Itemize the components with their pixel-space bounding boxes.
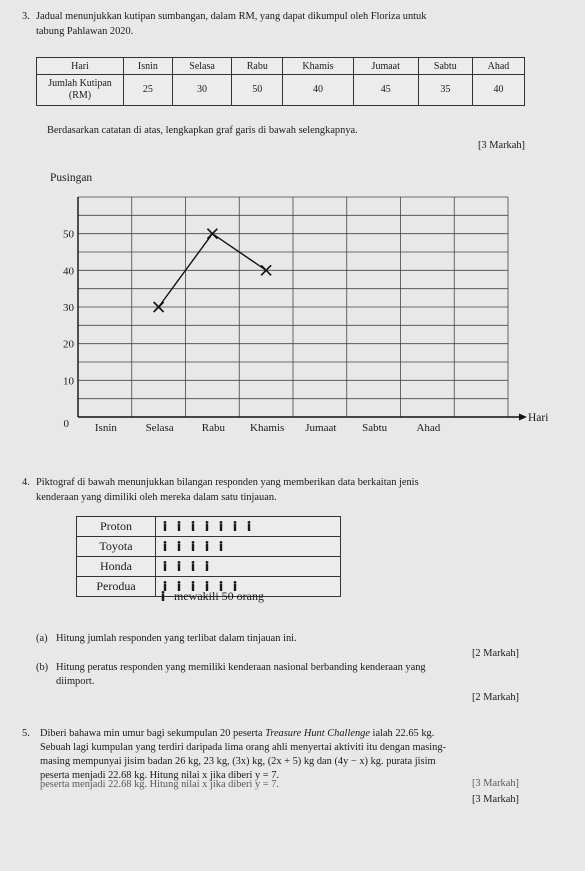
x-axis-title: Hari xyxy=(528,412,549,424)
q5-line1 xyxy=(40,727,434,741)
person-icon xyxy=(218,521,224,531)
q3-text-line1: Jadual menunjukkan kutipan sumbangan, dalam RM, yang dapat dikumpul oleh Floriza untuk xyxy=(36,11,427,22)
person-icon xyxy=(160,591,166,601)
table-day: Selasa xyxy=(172,58,232,75)
y-tick-label: 50 xyxy=(63,228,74,241)
key-text: mewakili 50 orang xyxy=(174,589,264,603)
q3-marks: [3 Markah] xyxy=(477,140,525,151)
q5-ghost-text: peserta menjadi 22.68 kg. Hitung nilai x jika diberi y = 7. xyxy=(40,779,280,790)
q5-line1-b: ialah 22.65 kg. xyxy=(369,728,435,739)
row-label-line1: Jumlah Kutipan xyxy=(48,78,112,89)
table-value-row xyxy=(37,75,525,106)
table-value: 40 xyxy=(472,75,524,106)
person-icon xyxy=(162,521,168,531)
y-tick-label: 40 xyxy=(63,265,74,278)
table-header-label: Hari xyxy=(37,58,124,75)
table-value: 35 xyxy=(418,75,472,106)
y-tick-label: 20 xyxy=(63,338,74,351)
person-icon xyxy=(204,561,210,571)
table-value: 45 xyxy=(353,75,418,106)
person-icon xyxy=(246,521,252,531)
x-tick-label: Khamis xyxy=(250,422,285,434)
pictograph-icons xyxy=(156,537,341,557)
table-header-row xyxy=(37,58,525,75)
q5-ghost-marks xyxy=(471,778,519,791)
x-tick-label: Jumaat xyxy=(305,422,337,434)
person-icon xyxy=(162,561,168,571)
q4-text-line2: kenderaan yang dimiliki oleh mereka dalam satu tinjauan. xyxy=(36,492,277,503)
person-icon xyxy=(176,561,182,571)
table-value: 50 xyxy=(232,75,283,106)
y-tick-label: 0 xyxy=(63,418,69,430)
person-icon xyxy=(190,541,196,551)
pictograph-row xyxy=(77,557,341,577)
q4b-text-line1: Hitung peratus responden yang memiliki kenderaan nasional berbanding kenderaan yang xyxy=(56,662,426,673)
row-label-line2: (RM) xyxy=(68,90,92,101)
person-icon xyxy=(162,541,168,551)
pictograph-label: Proton xyxy=(77,517,156,537)
pictograph-icons xyxy=(156,517,341,537)
pictograph-table xyxy=(76,516,341,597)
pictograph-label: Perodua xyxy=(77,577,156,597)
q5-line3: masing mempunyai jisim badan 26 kg, 23 kg, (3x) kg, (2x + 5) kg dan (4y − x) kg. purata jisim xyxy=(40,756,436,767)
q4a-marks: [2 Markah] xyxy=(471,648,519,659)
q4b-label: (b) xyxy=(36,662,49,673)
table-day: Ahad xyxy=(472,58,524,75)
person-icon xyxy=(176,521,182,531)
y-tick-label: 30 xyxy=(63,302,74,314)
q3-text-line2: tabung Pahlawan 2020. xyxy=(36,26,134,37)
q4b-text-line2: diimport. xyxy=(56,676,95,687)
q4-number: 4. xyxy=(22,477,30,488)
table-value: 30 xyxy=(172,75,232,106)
q5-number: 5. xyxy=(22,728,30,739)
person-icon xyxy=(204,541,210,551)
q5-line2: Sebuah lagi kumpulan yang terdiri daripada lima orang ahli menyertai aktiviti itu dengan masing- xyxy=(40,742,446,753)
table-day: Khamis xyxy=(283,58,353,75)
x-tick-label: Ahad xyxy=(416,422,441,434)
q3-number: 3. xyxy=(22,11,30,22)
q4a-text: Hitung jumlah responden yang terlibat dalam tinjauan ini. xyxy=(56,633,297,644)
pictograph-key xyxy=(160,589,264,604)
y-tick-label: 10 xyxy=(63,375,74,388)
person-icon xyxy=(218,541,224,551)
q4b-marks: [2 Markah] xyxy=(471,692,519,703)
person-icon xyxy=(190,561,196,571)
pictograph-row xyxy=(77,517,341,537)
q3-data-table xyxy=(36,57,525,106)
q5-ghost-line xyxy=(40,779,280,791)
y-axis-title: Pusingan xyxy=(50,172,93,184)
table-day: Isnin xyxy=(124,58,173,75)
table-day: Jumaat xyxy=(353,58,418,75)
table-day: Sabtu xyxy=(418,58,472,75)
pictograph-label: Toyota xyxy=(77,537,156,557)
person-icon xyxy=(176,541,182,551)
x-tick-label: Isnin xyxy=(94,422,117,434)
x-tick-label: Selasa xyxy=(145,422,174,434)
table-value: 25 xyxy=(124,75,173,106)
q4a-label: (a) xyxy=(36,633,48,644)
pictograph-icons xyxy=(156,557,341,577)
person-icon xyxy=(232,521,238,531)
pictograph-row xyxy=(77,537,341,557)
x-tick-label: Rabu xyxy=(201,422,225,434)
person-icon xyxy=(190,521,196,531)
x-axis-arrow-icon xyxy=(519,414,527,421)
q5-marks: [3 Markah] xyxy=(471,794,519,805)
pictograph-label: Honda xyxy=(77,557,156,577)
q5-ghost-marks-text: [3 Markah] xyxy=(471,778,519,789)
person-icon xyxy=(204,521,210,531)
q5-line1-a: Diberi bahawa min umur bagi sekumpulan 20 peserta xyxy=(40,728,266,739)
line-chart xyxy=(0,160,585,440)
table-value: 40 xyxy=(283,75,353,106)
q4-text-line1: Piktograf di bawah menunjukkan bilangan responden yang memberikan data berkaitan jenis xyxy=(36,477,419,488)
table-day: Rabu xyxy=(232,58,283,75)
q3-instruction: Berdasarkan catatan di atas, lengkapkan graf garis di bawah selengkapnya. xyxy=(47,125,358,136)
q5-line1-italic: Treasure Hunt Challenge xyxy=(265,728,370,739)
table-row-label xyxy=(37,75,124,106)
x-tick-label: Sabtu xyxy=(362,422,388,434)
q5-line4: peserta menjadi 22.68 kg. Hitung nilai x jika diberi y = 7. xyxy=(40,770,280,781)
